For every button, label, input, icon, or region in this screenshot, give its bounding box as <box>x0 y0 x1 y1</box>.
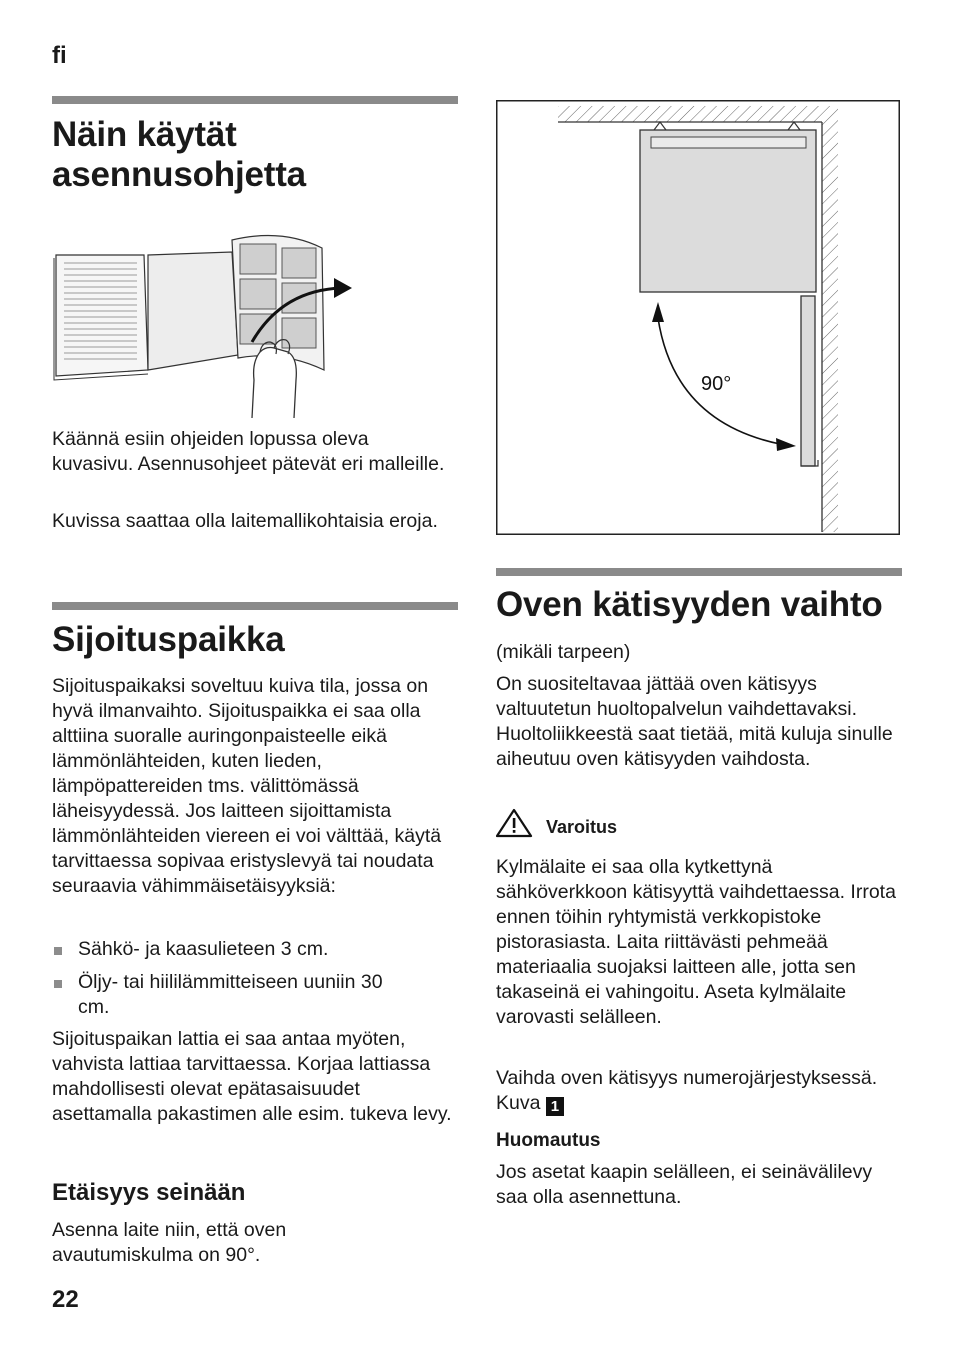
door-angle-diagram <box>496 100 900 535</box>
page-number: 22 <box>52 1286 79 1313</box>
open-door <box>801 296 815 466</box>
paragraph-door-reversal-2: Vaihda oven kätisyys numerojärjestyksessä. Kuva 1 <box>496 1067 878 1115</box>
note-title: Huomautus <box>496 1130 601 1151</box>
paragraph-location-1: Sijoituspaikaksi soveltuu kuiva tila, jossa on hyvä ilmanvaihto. Sijoituspaikka ei saa olla alttiina suoralle auringonpaisteelle eikä lämmönlähteiden, kuten lieden, lämpöpattereiden tms. välittömässä läheisyydessä. Jos laitteen sijoittamista lämmönlähteiden viereen ei voi välttää, käytä tarvittaessa sopivaa eristyslevyä tai noudata seuraavia vähimmäisetäisyyksiä: <box>52 675 442 897</box>
paragraph-location-2: Sijoituspaikan lattia ei saa antaa myöten, vahvista lattiaa tarvittaessa. Korjaa lattiassa mahdollisesti olevat epätasaisuudet asettamalla pakastimen alle esim. tukeva levy. <box>52 1028 452 1125</box>
list-item: Öljy- tai hiililämmitteiseen uuniin 30 cm. <box>52 970 418 1020</box>
section-rule <box>52 96 458 104</box>
paragraph-wall-distance: Asenna laite niin, että oven avautumiskulma on 90°. <box>52 1219 287 1266</box>
appliance-body <box>640 130 816 292</box>
section-rule <box>52 602 458 610</box>
section-title-door-reversal: Oven kätisyyden vaihto <box>496 585 883 624</box>
warning-triangle-icon <box>496 808 534 838</box>
bullet-square-icon <box>54 980 62 988</box>
figure-reference-badge: 1 <box>546 1097 564 1116</box>
list-item: Sähkö- ja kaasulieteen 3 cm. <box>52 937 452 962</box>
paragraph-door-reversal-1: On suositeltavaa jättää oven kätisyys valtuutetun huoltopalvelun vaihdettavaksi. Huoltoliikkeestä saat tietää, mitä kuluja sinulle aiheutuu oven kätisyyden vaihdosta. <box>496 673 893 770</box>
paragraph-usage-1: Käännä esiin ohjeiden lopussa oleva kuvasivu. Asennusohjeet pätevät eri malleille. <box>52 428 445 475</box>
bullet-square-icon <box>54 947 62 955</box>
paragraph-usage-2: Kuvissa saattaa olla laitemallikohtaisia eroja. <box>52 510 438 532</box>
section-title-wall-distance: Etäisyys seinään <box>52 1179 246 1206</box>
angle-label: 90° <box>701 373 732 395</box>
language-code: fi <box>52 42 67 69</box>
manual-illustration <box>52 230 357 420</box>
distance-list <box>52 937 452 1020</box>
section-rule <box>496 568 902 576</box>
warning-title: Varoitus <box>546 817 618 837</box>
paragraph-warning: Kylmälaite ei saa olla kytkettynä sähköverkkoon kätisyyttä vaihdettaessa. Irrota ennen töihin ryhtymistä verkkopistoke pistorasiasta. Laita riittävästi pehmeää materiaalia suojaksi laitteen alle, jotta sen takaseinä ei vahingoitu. Aseta kylmälaite varovasti selälleen. <box>496 856 896 1028</box>
section-title-location: Sijoituspaikka <box>52 620 285 659</box>
paragraph-note: Jos asetat kaapin selälleen, ei seinävälilevy saa olla asennettuna. <box>496 1161 873 1208</box>
warning-heading <box>496 810 617 838</box>
paragraph-if-needed: (mikäli tarpeen) <box>496 641 631 663</box>
section-title-usage: Näin käytät asennusohjetta <box>52 115 306 194</box>
